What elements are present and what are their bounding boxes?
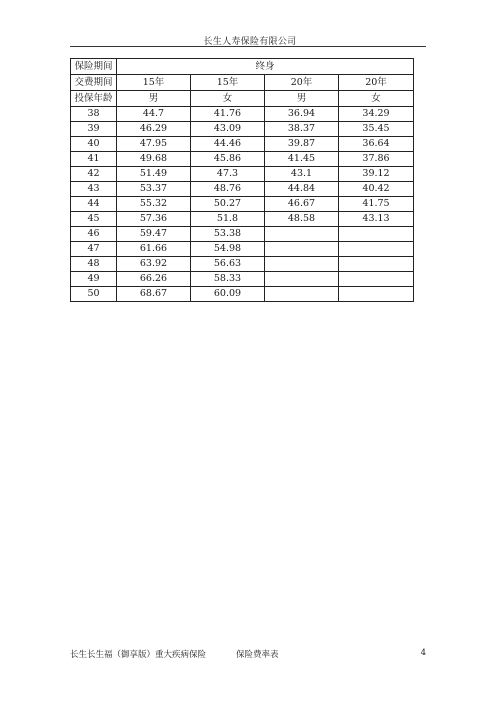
age-cell: 50 xyxy=(71,287,117,302)
rate-cell: 43.09 xyxy=(191,122,265,137)
rate-cell: 61.66 xyxy=(117,242,191,257)
rate-cell xyxy=(339,257,414,272)
gender-cell: 男 xyxy=(265,91,339,107)
rate-cell: 36.94 xyxy=(265,107,339,122)
rate-cell: 39.12 xyxy=(339,167,414,182)
rate-cell: 47.95 xyxy=(117,137,191,152)
rate-cell: 47.3 xyxy=(191,167,265,182)
age-cell: 48 xyxy=(71,257,117,272)
rate-cell: 46.67 xyxy=(265,197,339,212)
table-row xyxy=(71,212,414,227)
rate-cell: 40.42 xyxy=(339,182,414,197)
gender-cell: 女 xyxy=(339,91,414,107)
rate-cell: 48.76 xyxy=(191,182,265,197)
rate-cell xyxy=(339,242,414,257)
rate-cell: 39.87 xyxy=(265,137,339,152)
table-row xyxy=(71,287,414,302)
rate-cell: 41.76 xyxy=(191,107,265,122)
rate-cell: 66.26 xyxy=(117,272,191,287)
rate-cell: 53.38 xyxy=(191,227,265,242)
table-row xyxy=(71,137,414,152)
rate-cell: 56.63 xyxy=(191,257,265,272)
table-row xyxy=(71,152,414,167)
payment-period-cell: 15年 xyxy=(117,75,191,91)
age-cell: 41 xyxy=(71,152,117,167)
rate-cell: 49.68 xyxy=(117,152,191,167)
rate-cell: 63.92 xyxy=(117,257,191,272)
table-row xyxy=(71,227,414,242)
rate-cell: 43.1 xyxy=(265,167,339,182)
header-divider xyxy=(70,46,426,47)
rate-cell: 44.84 xyxy=(265,182,339,197)
rate-cell xyxy=(339,227,414,242)
rate-cell: 60.09 xyxy=(191,287,265,302)
rate-cell: 48.58 xyxy=(265,212,339,227)
footer-document-type: 保险费率表 xyxy=(236,650,279,660)
rate-cell: 45.86 xyxy=(191,152,265,167)
age-cell: 42 xyxy=(71,167,117,182)
age-cell: 47 xyxy=(71,242,117,257)
age-cell: 38 xyxy=(71,107,117,122)
rate-cell: 58.33 xyxy=(191,272,265,287)
rate-cell: 41.75 xyxy=(339,197,414,212)
rate-cell: 43.13 xyxy=(339,212,414,227)
page-footer xyxy=(70,648,426,660)
table-row xyxy=(71,107,414,122)
rate-cell: 68.67 xyxy=(117,287,191,302)
coverage-period-row xyxy=(71,59,414,75)
age-cell: 40 xyxy=(71,137,117,152)
rate-cell: 44.46 xyxy=(191,137,265,152)
gender-cell: 男 xyxy=(117,91,191,107)
rate-cell xyxy=(339,272,414,287)
footer-page-number: 4 xyxy=(420,648,426,658)
rate-cell xyxy=(265,272,339,287)
gender-row xyxy=(71,91,414,107)
payment-period-cell: 20年 xyxy=(339,75,414,91)
rate-cell: 57.36 xyxy=(117,212,191,227)
table-row xyxy=(71,197,414,212)
age-cell: 45 xyxy=(71,212,117,227)
insured-age-label: 投保年龄 xyxy=(71,91,117,107)
rate-cell: 53.37 xyxy=(117,182,191,197)
rate-cell xyxy=(265,257,339,272)
age-cell: 39 xyxy=(71,122,117,137)
page-header-title: 长生人寿保险有限公司 xyxy=(203,37,297,47)
rate-cell: 34.29 xyxy=(339,107,414,122)
table-row xyxy=(71,257,414,272)
rate-cell: 51.49 xyxy=(117,167,191,182)
rate-cell: 51.8 xyxy=(191,212,265,227)
rate-cell: 59.47 xyxy=(117,227,191,242)
age-cell: 49 xyxy=(71,272,117,287)
rate-cell: 44.7 xyxy=(117,107,191,122)
coverage-period-value: 终身 xyxy=(117,59,414,75)
rate-cell xyxy=(339,287,414,302)
table-row xyxy=(71,122,414,137)
gender-cell: 女 xyxy=(191,91,265,107)
rate-cell: 54.98 xyxy=(191,242,265,257)
footer-product-name: 长生长生福（御享版）重大疾病保险 xyxy=(70,650,207,660)
payment-period-label: 交费期间 xyxy=(71,75,117,91)
rate-cell: 35.45 xyxy=(339,122,414,137)
payment-period-cell: 15年 xyxy=(191,75,265,91)
rate-cell xyxy=(265,287,339,302)
rate-cell: 41.45 xyxy=(265,152,339,167)
payment-period-cell: 20年 xyxy=(265,75,339,91)
rate-cell: 50.27 xyxy=(191,197,265,212)
rate-cell: 37.86 xyxy=(339,152,414,167)
rate-cell xyxy=(265,242,339,257)
premium-rate-table xyxy=(70,58,414,302)
age-cell: 46 xyxy=(71,227,117,242)
table-row xyxy=(71,182,414,197)
rate-cell: 55.32 xyxy=(117,197,191,212)
payment-period-row xyxy=(71,75,414,91)
rate-cell: 36.64 xyxy=(339,137,414,152)
age-cell: 44 xyxy=(71,197,117,212)
rate-cell xyxy=(265,227,339,242)
table-row xyxy=(71,272,414,287)
coverage-period-label: 保险期间 xyxy=(71,59,117,75)
age-cell: 43 xyxy=(71,182,117,197)
table-row xyxy=(71,167,414,182)
rate-cell: 46.29 xyxy=(117,122,191,137)
rate-cell: 38.37 xyxy=(265,122,339,137)
table-row xyxy=(71,242,414,257)
